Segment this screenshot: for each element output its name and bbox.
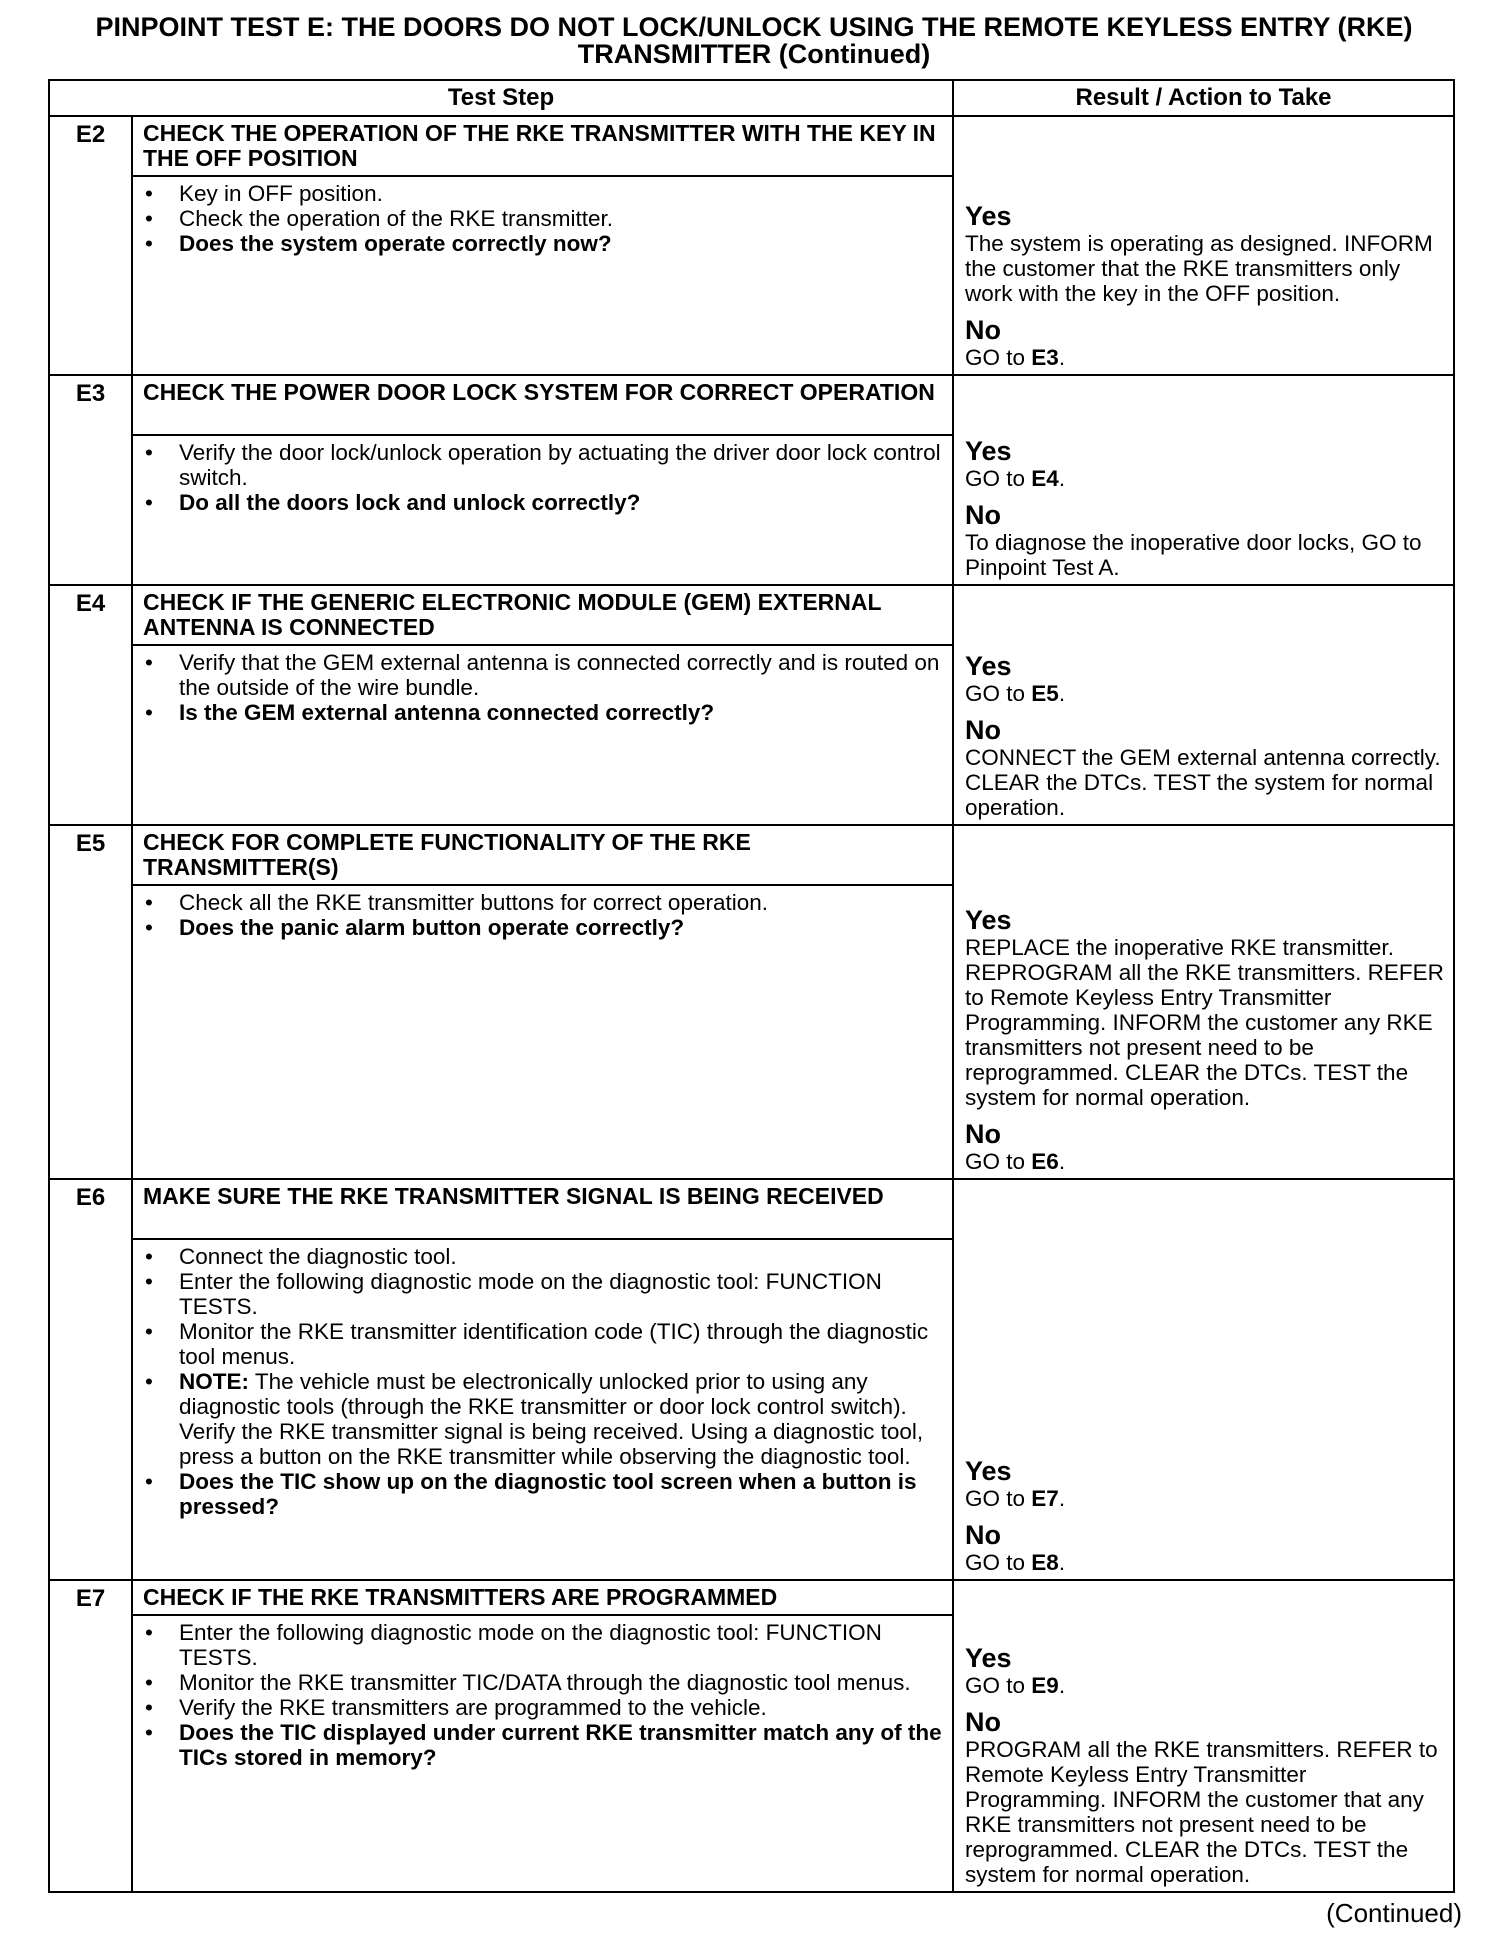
step-heading-row bbox=[49, 1179, 1454, 1239]
instruction-text: Enter the following diagnostic mode on the diagnostic tool: FUNCTION TESTS. bbox=[179, 1269, 882, 1319]
yes-action bbox=[965, 935, 1445, 1110]
instruction-item bbox=[143, 1369, 942, 1419]
instruction-item bbox=[143, 440, 942, 490]
step-id: E4 bbox=[49, 585, 132, 825]
instruction-text: Enter the following diagnostic mode on the diagnostic tool: FUNCTION TESTS. bbox=[179, 1620, 882, 1670]
step-instructions bbox=[132, 885, 953, 1179]
instruction-text: Verify that the GEM external antenna is connected correctly and is routed on the outside of the wire bundle. bbox=[179, 650, 940, 700]
yes-action-step-ref: E5 bbox=[1031, 681, 1059, 706]
no-label: No bbox=[965, 1707, 1001, 1737]
no-label: No bbox=[965, 315, 1001, 345]
step-id: E5 bbox=[49, 825, 132, 1179]
column-header-test-step: Test Step bbox=[49, 80, 953, 116]
yes-action-step-ref: E7 bbox=[1031, 1486, 1059, 1511]
yes-label: Yes bbox=[965, 1643, 1012, 1673]
yes-action-body: GO to bbox=[965, 466, 1032, 491]
no-action-step-ref: E6 bbox=[1031, 1149, 1059, 1174]
step-id: E7 bbox=[49, 1580, 132, 1892]
step-result bbox=[953, 1179, 1454, 1580]
instruction-item bbox=[143, 1319, 942, 1369]
instruction-item bbox=[143, 231, 942, 256]
instruction-item bbox=[143, 1670, 942, 1695]
instruction-item bbox=[143, 181, 942, 206]
no-action-body: PROGRAM all the RKE transmitters. REFER to Remote Keyless Entry Transmitter Programming. INFORM the customer that any RKE transmitters not present need to be reprogrammed. CLEAR the DTCs. TEST the system for normal operation. bbox=[965, 1737, 1438, 1887]
instruction-text: Does the system operate correctly now? bbox=[179, 231, 612, 256]
instruction-item bbox=[143, 700, 942, 725]
instruction-item bbox=[143, 1620, 942, 1670]
step-result bbox=[953, 585, 1454, 825]
yes-label: Yes bbox=[965, 436, 1012, 466]
instruction-list bbox=[143, 650, 942, 725]
instruction-text: Does the panic alarm button operate correctly? bbox=[179, 915, 685, 940]
no-action bbox=[965, 1149, 1445, 1174]
yes-action-tail: . bbox=[1058, 681, 1066, 706]
instruction-item bbox=[143, 206, 942, 231]
note-label: NOTE: bbox=[179, 1369, 249, 1394]
no-action bbox=[965, 745, 1445, 820]
step-result bbox=[953, 1580, 1454, 1892]
yes-action-tail: . bbox=[1058, 466, 1066, 491]
step-result bbox=[953, 825, 1454, 1179]
instruction-item bbox=[143, 1720, 942, 1770]
step-heading-row bbox=[49, 825, 1454, 885]
yes-label: Yes bbox=[965, 651, 1012, 681]
yes-action bbox=[965, 681, 1445, 706]
no-action-body: GO to bbox=[965, 345, 1032, 370]
instruction-item bbox=[143, 1695, 942, 1720]
instruction-text: Verify the door lock/unlock operation by actuating the driver door lock control switch. bbox=[179, 440, 941, 490]
yes-action-body: GO to bbox=[965, 1486, 1032, 1511]
yes-action bbox=[965, 1486, 1445, 1511]
step-heading-row bbox=[49, 375, 1454, 435]
column-header-result: Result / Action to Take bbox=[953, 80, 1454, 116]
step-heading-row bbox=[49, 116, 1454, 176]
no-label: No bbox=[965, 1119, 1001, 1149]
instruction-text: Do all the doors lock and unlock correctly? bbox=[179, 490, 641, 515]
step-instructions bbox=[132, 1239, 953, 1580]
step-heading: CHECK THE OPERATION OF THE RKE TRANSMITTER WITH THE KEY IN THE OFF POSITION bbox=[132, 116, 953, 176]
step-heading: MAKE SURE THE RKE TRANSMITTER SIGNAL IS BEING RECEIVED bbox=[132, 1179, 953, 1239]
no-label: No bbox=[965, 1520, 1001, 1550]
yes-label: Yes bbox=[965, 201, 1012, 231]
no-action-body: To diagnose the inoperative door locks, GO to Pinpoint Test A. bbox=[965, 530, 1422, 580]
yes-action bbox=[965, 466, 1445, 491]
yes-action-body: GO to bbox=[965, 681, 1032, 706]
step-id: E6 bbox=[49, 1179, 132, 1580]
no-action-body: GO to bbox=[965, 1149, 1032, 1174]
instruction-item bbox=[143, 1419, 942, 1469]
instruction-item bbox=[143, 1269, 942, 1319]
step-id: E3 bbox=[49, 375, 132, 585]
step-heading-row bbox=[49, 1580, 1454, 1615]
instruction-text: The vehicle must be electronically unlocked prior to using any diagnostic tools (through the RKE transmitter or door lock control switch). bbox=[179, 1369, 907, 1419]
page-title bbox=[40, 14, 1468, 68]
step-heading-row bbox=[49, 585, 1454, 645]
no-action-body: CONNECT the GEM external antenna correctly. CLEAR the DTCs. TEST the system for normal operation. bbox=[965, 745, 1441, 820]
step-heading: CHECK FOR COMPLETE FUNCTIONALITY OF THE RKE TRANSMITTER(S) bbox=[132, 825, 953, 885]
instruction-text: Verify the RKE transmitter signal is being received. Using a diagnostic tool, press a button on the RKE transmitter while observing the diagnostic tool. bbox=[179, 1419, 924, 1469]
step-instructions bbox=[132, 176, 953, 375]
instruction-list bbox=[143, 1620, 942, 1770]
instruction-item bbox=[143, 915, 942, 940]
no-label: No bbox=[965, 715, 1001, 745]
instruction-text: Connect the diagnostic tool. bbox=[179, 1244, 457, 1269]
title-line-1: PINPOINT TEST E: THE DOORS DO NOT LOCK/UNLOCK USING THE REMOTE KEYLESS ENTRY (RKE) bbox=[95, 12, 1413, 42]
yes-action bbox=[965, 231, 1445, 306]
instruction-list bbox=[143, 181, 942, 256]
instruction-text: Does the TIC show up on the diagnostic tool screen when a button is pressed? bbox=[179, 1469, 917, 1519]
instruction-item bbox=[143, 1469, 942, 1519]
instruction-item bbox=[143, 650, 942, 700]
yes-action-body: The system is operating as designed. INFORM the customer that the RKE transmitters only work with the key in the OFF position. bbox=[965, 231, 1433, 306]
step-instructions bbox=[132, 435, 953, 585]
instruction-text: Check all the RKE transmitter buttons for correct operation. bbox=[179, 890, 769, 915]
instruction-text: Monitor the RKE transmitter TIC/DATA through the diagnostic tool menus. bbox=[179, 1670, 911, 1695]
step-result bbox=[953, 375, 1454, 585]
no-action-body: GO to bbox=[965, 1550, 1032, 1575]
yes-action-tail: . bbox=[1058, 1486, 1066, 1511]
instruction-item bbox=[143, 490, 942, 515]
yes-action-step-ref: E9 bbox=[1031, 1673, 1059, 1698]
no-action-step-ref: E3 bbox=[1031, 345, 1059, 370]
step-instructions bbox=[132, 645, 953, 825]
step-id: E2 bbox=[49, 116, 132, 375]
instruction-text: Does the TIC displayed under current RKE transmitter match any of the TICs stored in memory? bbox=[179, 1720, 942, 1770]
step-result bbox=[953, 116, 1454, 375]
no-action bbox=[965, 1737, 1445, 1887]
yes-label: Yes bbox=[965, 905, 1012, 935]
instruction-list bbox=[143, 1244, 942, 1519]
instruction-text: Monitor the RKE transmitter identification code (TIC) through the diagnostic tool menus. bbox=[179, 1319, 929, 1369]
instruction-text: Is the GEM external antenna connected correctly? bbox=[179, 700, 715, 725]
yes-label: Yes bbox=[965, 1456, 1012, 1486]
continued-label: (Continued) bbox=[1326, 1898, 1462, 1928]
instruction-text: Check the operation of the RKE transmitter. bbox=[179, 206, 613, 231]
pinpoint-test-table bbox=[48, 79, 1455, 1893]
no-action bbox=[965, 1550, 1445, 1575]
yes-action-body: REPLACE the inoperative RKE transmitter. REPROGRAM all the RKE transmitters. REFER to Remote Keyless Entry Transmitter Programming. INFORM the customer any RKE transmitters not present need to be reprogrammed. CLEAR the DTCs. TEST the system for normal operation. bbox=[965, 935, 1444, 1110]
instruction-list bbox=[143, 440, 942, 515]
yes-action-step-ref: E4 bbox=[1031, 466, 1059, 491]
title-line-2: TRANSMITTER (Continued) bbox=[577, 39, 931, 69]
step-heading: CHECK IF THE GENERIC ELECTRONIC MODULE (GEM) EXTERNAL ANTENNA IS CONNECTED bbox=[132, 585, 953, 645]
instruction-item bbox=[143, 1244, 942, 1269]
no-action-tail: . bbox=[1058, 1550, 1066, 1575]
no-action bbox=[965, 345, 1445, 370]
instruction-text: Verify the RKE transmitters are programmed to the vehicle. bbox=[179, 1695, 767, 1720]
no-action-tail: . bbox=[1058, 1149, 1066, 1174]
step-heading: CHECK IF THE RKE TRANSMITTERS ARE PROGRAMMED bbox=[132, 1580, 953, 1615]
table-header-row bbox=[49, 80, 1454, 116]
step-instructions bbox=[132, 1615, 953, 1892]
no-label: No bbox=[965, 500, 1001, 530]
steps-body bbox=[49, 116, 1454, 1892]
instruction-text: Key in OFF position. bbox=[179, 181, 383, 206]
instruction-item bbox=[143, 890, 942, 915]
yes-action-body: GO to bbox=[965, 1673, 1032, 1698]
step-heading: CHECK THE POWER DOOR LOCK SYSTEM FOR CORRECT OPERATION bbox=[132, 375, 953, 435]
no-action bbox=[965, 530, 1445, 580]
no-action-step-ref: E8 bbox=[1031, 1550, 1059, 1575]
no-action-tail: . bbox=[1058, 345, 1066, 370]
yes-action-tail: . bbox=[1058, 1673, 1066, 1698]
instruction-list bbox=[143, 890, 942, 940]
yes-action bbox=[965, 1673, 1445, 1698]
